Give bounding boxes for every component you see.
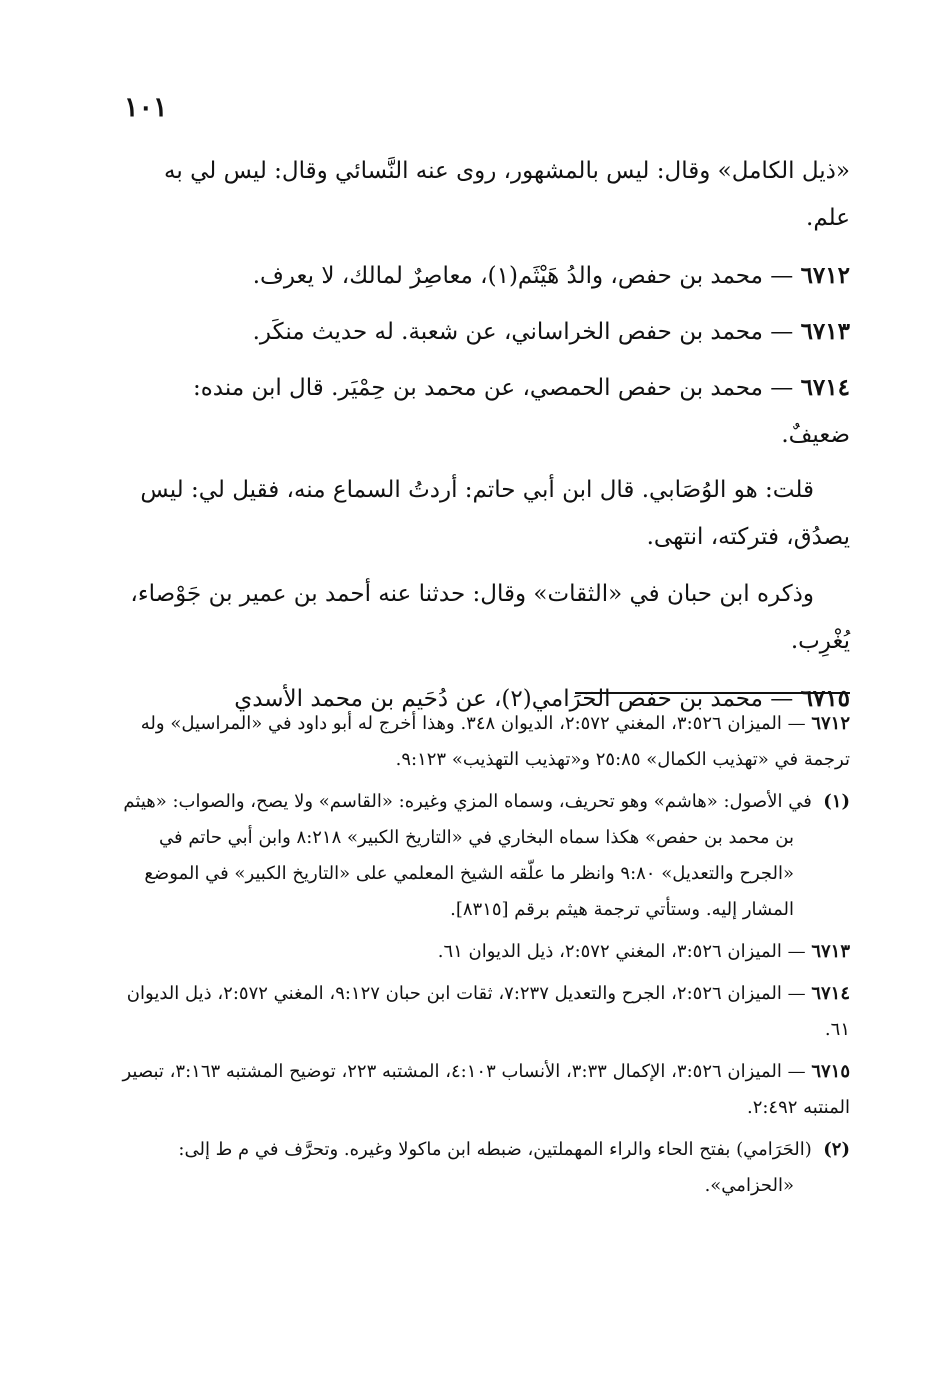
footnote-1 [122, 784, 850, 928]
note-text: — الميزان ٣:٥٢٦، المغني ٢:٥٧٢، الديوان ٣٤٨. وهذا أخرج له أبو داود في «المراسيل» وله ترجمة في «تهذيب الكمال» ٢٥:٨٥ و«تهذيب التهذيب» ٩:١٢٣. [140, 713, 850, 770]
note-number: ٦٧١٤ [811, 983, 850, 1004]
entry-number: ٦٧١٥ [800, 685, 850, 712]
footnote-divider [575, 692, 850, 694]
entry-text: — محمد بن حفص الحَرَامي(٢)، عن دُحَيم بن محمد الأسدي [234, 686, 794, 712]
paragraph-ibn-hibban: وذكره ابن حبان في «الثقات» وقال: حدثنا عنه أحمد بن عمير بن جَوْصاء، يُغْرِب. [130, 581, 850, 654]
footnotes [122, 706, 850, 1210]
entry-6714 [122, 364, 850, 459]
footnote-marker: (١) [823, 791, 850, 812]
note-number: ٦٧١٥ [811, 1061, 850, 1082]
note-number: ٦٧١٣ [811, 941, 850, 962]
page-number: ١٠١ [124, 92, 168, 123]
footnote-text: في الأصول: «هاشم» وهو تحريف، وسماه المزي وغيره: «القاسم» ولا يصح، والصواب: «هيثم بن محمد بن حفص» هكذا سماه البخاري في «التاريخ الكبير» ٨:٢١٨ وابن أبي حاتم في «الجرح والتعديل» ٩:٨٠ وانظر ما علّقه الشيخ المعلمي على «التاريخ الكبير» في الموضع المشار إليه. وستأتي ترجمة هيثم برقم [٨٣١٥]. [123, 791, 812, 920]
entry-text: — محمد بن حفص الخراساني، عن شعبة. له حديث منكَر. [252, 319, 794, 345]
note-text: — الميزان ٣:٥٢٦، المغني ٢:٥٧٢، ذيل الديوان ٦١. [437, 941, 806, 962]
note-6713 [122, 934, 850, 970]
note-text: — الميزان ٢:٥٢٦، الجرح والتعديل ٧:٢٣٧، ثقات ابن حبان ٩:١٢٧، المغني ٢:٥٧٢، ذيل الديوان ٦١. [126, 983, 850, 1040]
paragraph-qult: قلت: هو الوُصَابي. قال ابن أبي حاتم: أردتُ السماع منه، فقيل لي: ليس يصدُق، فتركته، انتهى. [140, 477, 850, 550]
footnote-2 [122, 1132, 850, 1204]
note-6715 [122, 1054, 850, 1126]
entry-6712 [122, 252, 850, 300]
entry-number: ٦٧١٤ [800, 374, 850, 401]
entry-text: — محمد بن حفص، والدُ هَيْثَم(١)، معاصِرٌ لمالك، لا يعرف. [252, 263, 794, 289]
main-text [122, 148, 850, 731]
note-6712 [122, 706, 850, 778]
entry-number: ٦٧١٢ [800, 262, 850, 289]
entry-text: — محمد بن حفص الحمصي، عن محمد بن حِمْيَر. قال ابن منده: ضعيفٌ. [193, 375, 850, 448]
footnote-text: (الحَرَامي) بفتح الحاء والراء المهملتين، ضبطه ابن ماكولا وغيره. وتحرَّف في م ط إلى: «الحزامي». [178, 1139, 812, 1196]
entry-number: ٦٧١٣ [800, 318, 850, 345]
footnote-marker: (٢) [823, 1139, 850, 1160]
note-text: — الميزان ٣:٥٢٦، الإكمال ٣:٣٣، الأنساب ٤:١٠٣، المشتبه ٢٢٣، توضيح المشتبه ٣:١٦٣، تبصير المنتبه ٢:٤٩٢. [122, 1061, 850, 1118]
note-number: ٦٧١٢ [811, 713, 850, 734]
entry-6713 [122, 308, 850, 356]
note-6714 [122, 976, 850, 1048]
paragraph-continuation: «ذيل الكامل» وقال: ليس بالمشهور، روى عنه النَّسائي وقال: ليس لي به علم. [164, 158, 850, 231]
